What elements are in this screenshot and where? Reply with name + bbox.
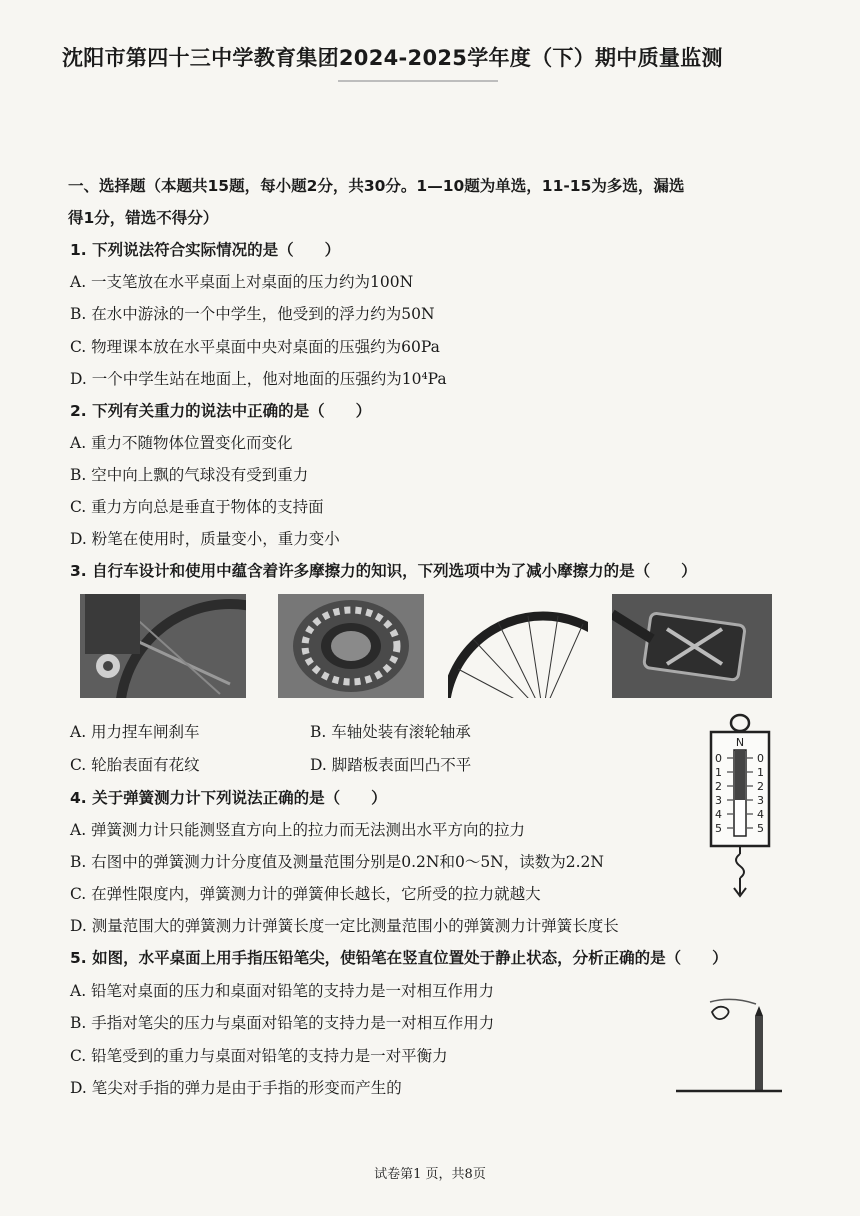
question-5-option-a: A. 铅笔对桌面的压力和桌面对铅笔的支持力是一对相互作用力 <box>70 982 495 1000</box>
spring-scale-figure <box>700 712 780 900</box>
bearing-photo <box>278 594 424 698</box>
page-title: 沈阳市第四十三中学教育集团2024-2025学年度（下）期中质量监测 <box>62 46 723 70</box>
scale-ticks-left <box>715 752 722 835</box>
question-4-option-c: C. 在弹性限度内，弹簧测力计的弹簧伸长越长，它所受的拉力就越大 <box>70 885 541 903</box>
page-footer: 试卷第1 页，共8页 <box>374 1167 486 1182</box>
question-2-option-d: D. 粉笔在使用时，质量变小，重力变小 <box>70 530 340 548</box>
scale-tick-label: 0 <box>715 752 722 765</box>
question-5-option-d: D. 笔尖对手指的弹力是由于手指的形变而产生的 <box>70 1079 402 1097</box>
question-1-stem: 1. 下列说法符合实际情况的是（ ） <box>70 241 341 259</box>
scale-tick-label: 5 <box>757 822 764 835</box>
scale-tick-label: 2 <box>757 780 764 793</box>
question-4-option-a: A. 弹簧测力计只能测竖直方向上的拉力而无法测出水平方向的拉力 <box>70 821 526 839</box>
question-3-option-b: B. 车轴处装有滚轮轴承 <box>310 723 471 741</box>
scale-tick-label: 1 <box>715 766 722 779</box>
section-header-line1: 一、选择题（本题共15题，每小题2分，共30分。1—10题为单选，11-15为多选，漏选 <box>68 177 685 195</box>
scale-ticks-right <box>757 752 764 835</box>
pedal-photo <box>612 594 772 698</box>
question-5-option-c: C. 铅笔受到的重力与桌面对铅笔的支持力是一对平衡力 <box>70 1047 448 1065</box>
question-2-stem: 2. 下列有关重力的说法中正确的是（ ） <box>70 402 372 420</box>
question-3-option-c: C. 轮胎表面有花纹 <box>70 756 200 774</box>
tire-photo <box>448 594 588 698</box>
question-2-option-c: C. 重力方向总是垂直于物体的支持面 <box>70 498 324 516</box>
brake-photo <box>80 594 246 698</box>
question-3-option-a: A. 用力捏车闸刹车 <box>70 723 200 741</box>
question-1-option-a: A. 一支笔放在水平桌面上对桌面的压力约为100N <box>70 273 414 291</box>
question-3-option-d: D. 脚踏板表面凹凸不平 <box>310 756 472 774</box>
question-4-option-d: D. 测量范围大的弹簧测力计弹簧长度一定比测量范围小的弹簧测力计弹簧长度长 <box>70 917 619 935</box>
scale-tick-label: 1 <box>757 766 764 779</box>
scale-tick-label: 2 <box>715 780 722 793</box>
question-3-stem: 3. 自行车设计和使用中蕴含着许多摩擦力的知识，下列选项中为了减小摩擦力的是（ ） <box>70 562 697 580</box>
question-1-option-b: B. 在水中游泳的一个中学生，他受到的浮力约为50N <box>70 305 435 323</box>
question-4-option-b: B. 右图中的弹簧测力计分度值及测量范围分别是0.2N和0～5N，读数为2.2N <box>70 853 604 871</box>
scale-tick-label: 3 <box>715 794 722 807</box>
question-5-option-b: B. 手指对笔尖的压力与桌面对铅笔的支持力是一对相互作用力 <box>70 1014 495 1032</box>
question-2-option-a: A. 重力不随物体位置变化而变化 <box>70 434 293 452</box>
scale-tick-label: 5 <box>715 822 722 835</box>
question-4-stem: 4. 关于弹簧测力计下列说法正确的是（ ） <box>70 789 387 807</box>
scale-tick-label: 4 <box>715 808 722 821</box>
question-2-option-b: B. 空中向上飘的气球没有受到重力 <box>70 466 309 484</box>
title-underline <box>338 80 498 82</box>
pencil-figure <box>672 994 784 1098</box>
section-header-line2: 得1分，错选不得分） <box>68 209 219 227</box>
question-1-option-d: D. 一个中学生站在地面上，他对地面的压强约为10⁴Pa <box>70 370 447 388</box>
question-5-stem: 5. 如图，水平桌面上用手指压铅笔尖，使铅笔在竖直位置处于静止状态，分析正确的是（ ） <box>70 949 728 967</box>
scale-tick-label: 0 <box>757 752 764 765</box>
scale-tick-label: 4 <box>757 808 764 821</box>
scale-tick-label: 3 <box>757 794 764 807</box>
question-1-option-c: C. 物理课本放在水平桌面中央对桌面的压强约为60Pa <box>70 338 440 356</box>
scale-unit-label: N <box>735 736 745 749</box>
